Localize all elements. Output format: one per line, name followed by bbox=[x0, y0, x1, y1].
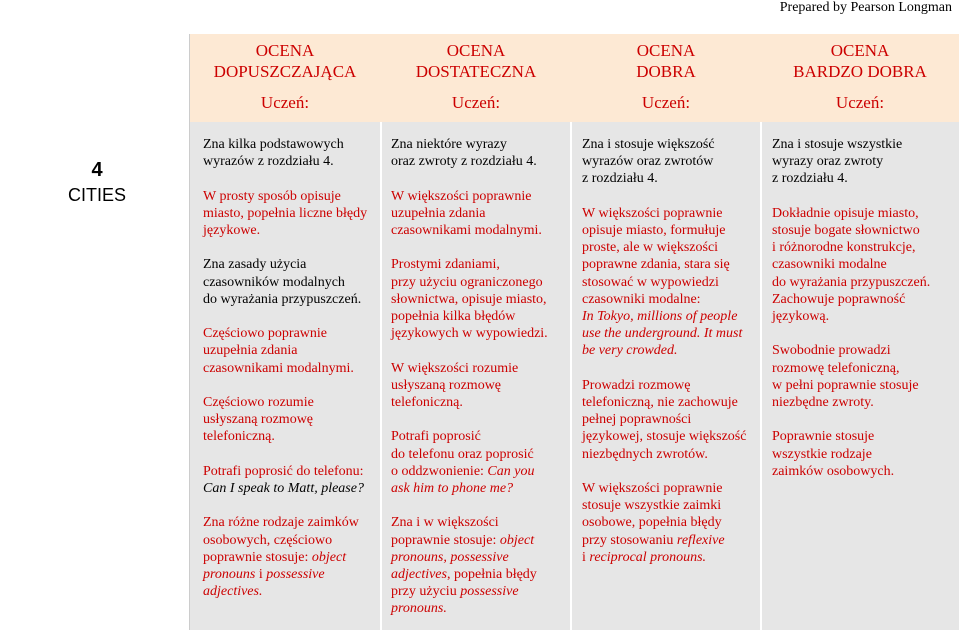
criterion: Zna kilka podstawowych wyrazów z rozdziału 4. bbox=[203, 137, 344, 170]
criterion: Potrafi poprosić do telefonu: Can I speak to Matt, please? bbox=[203, 463, 364, 496]
uczen-label: Uczeń: bbox=[451, 93, 501, 112]
criterion: Częściowo poprawnie uzupełnia zdania czasownikami modalnymi. bbox=[203, 326, 354, 376]
criterion: Potrafi poprosić do telefonu oraz poprosić o oddzwonienie: Can you ask him to phone me? bbox=[391, 429, 535, 496]
criterion: Prowadzi rozmowę telefoniczną, nie zachowuje pełnej poprawności językowej, stosuje większość niezbędnych zwrotów. bbox=[582, 377, 747, 462]
criterion: Zna niektóre wyrazy oraz zwroty z rozdziału 4. bbox=[391, 137, 537, 170]
column-dopuszczajaca-text bbox=[203, 136, 367, 618]
header-empty-cell bbox=[5, 34, 190, 122]
unit-number: 4 bbox=[91, 159, 103, 181]
grading-table bbox=[5, 34, 959, 630]
grade-name: DOPUSZCZAJĄCA bbox=[213, 62, 357, 81]
header-dostateczna bbox=[381, 40, 571, 82]
criterion: Swobodnie prowadzi rozmowę telefoniczną, w pełni poprawnie stosuje niezbędne zwroty. bbox=[772, 343, 919, 411]
header-dopuszczajaca bbox=[189, 40, 381, 82]
criterion: Poprawnie stosuje wszystkie rodzaje zaimków osobowych. bbox=[772, 429, 895, 479]
grade-name: DOBRA bbox=[636, 62, 696, 81]
criterion: W większości rozumie usłyszaną rozmowę telefoniczną. bbox=[391, 360, 519, 410]
criterion: Zna różne rodzaje zaimków osobowych, częściowo poprawnie stosuje: object pronouns i possessive adjectives. bbox=[203, 515, 359, 600]
criterion: Zna i stosuje większość wyrazów oraz zwrotów z rozdziału 4. bbox=[582, 137, 715, 187]
criterion: W większości poprawnie stosuje wszystkie zaimki osobowe, popełnia błędy przy stosowaniu reflexive i reciprocal pronouns. bbox=[582, 481, 725, 565]
criterion: Dokładnie opisuje miasto, stosuje bogate słownictwo i różnorodne konstrukcje, czasowniki modalne do wyrażania przypuszczeń. Zachowuje poprawność językową. bbox=[772, 205, 931, 325]
criterion: Zna i w większości poprawnie stosuje: object pronouns, possessive adjectives, popełnia błędy przy użyciu possessive pronouns. bbox=[391, 515, 537, 617]
column-bardzo-dobra-text bbox=[772, 136, 930, 497]
grade-label: OCENA bbox=[255, 41, 315, 60]
grade-name: DOSTATECZNA bbox=[415, 62, 537, 81]
uczen-label: Uczeń: bbox=[641, 93, 691, 112]
column-dobra-text bbox=[582, 136, 746, 583]
grade-label: OCENA bbox=[830, 41, 890, 60]
criterion: Zna i stosuje wszystkie wyrazy oraz zwroty z rozdziału 4. bbox=[772, 137, 903, 187]
criterion: Częściowo rozumie usłyszaną rozmowę telefoniczną. bbox=[203, 394, 314, 445]
grade-label: OCENA bbox=[636, 41, 696, 60]
header-bardzo-dobra bbox=[761, 40, 959, 82]
grade-label: OCENA bbox=[446, 41, 506, 60]
criterion: W prosty sposób opisuje miasto, popełnia liczne błędy językowe. bbox=[203, 188, 368, 238]
column-dostateczna-text bbox=[391, 136, 548, 635]
criterion: Zna zasady użycia czasowników modalnych do wyrażania przypuszczeń. bbox=[203, 257, 362, 307]
unit-title: CITIES bbox=[67, 185, 126, 205]
header-dobra bbox=[571, 40, 761, 82]
uczen-label: Uczeń: bbox=[260, 93, 310, 112]
uczen-label: Uczeń: bbox=[835, 93, 885, 112]
grade-name: BARDZO DOBRA bbox=[793, 62, 927, 81]
prepared-by-note: Prepared by Pearson Longman bbox=[779, 0, 952, 15]
criterion: W większości poprawnie uzupełnia zdania czasownikami modalnymi. bbox=[391, 188, 542, 238]
criterion: Prostymi zdaniami, przy użyciu ograniczonego słownictwa, opisuje miasto, popełnia kilka błędów językowych w wypowiedzi. bbox=[391, 257, 548, 342]
criterion: W większości poprawnie opisuje miasto, formułuje proste, ale w większości poprawne zdania, stara się stosować w wypowiedzi czasowniki modalne: In Tokyo, millions of people use the underground. It must be very crowded. bbox=[582, 205, 743, 359]
